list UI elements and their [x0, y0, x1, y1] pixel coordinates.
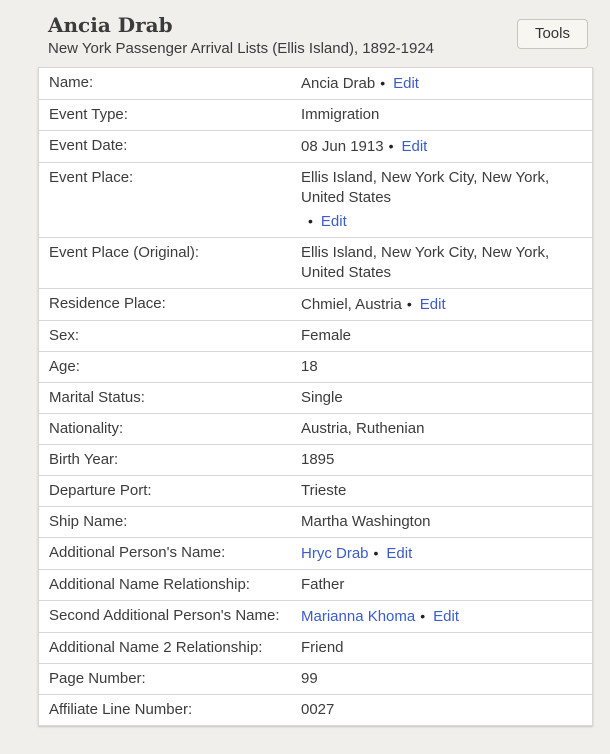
record-row — [39, 237, 592, 288]
field-value-text: Martha Washington — [301, 513, 431, 530]
field-value — [301, 243, 592, 283]
field-value-text: 99 — [301, 670, 318, 687]
field-value-text: Ellis Island, New York City, New York, United States — [301, 244, 550, 281]
field-label: Residence Place: — [49, 295, 166, 312]
field-value — [301, 512, 592, 532]
edit-link[interactable]: Edit — [401, 138, 428, 155]
bullet-separator: • — [406, 296, 412, 312]
field-value-text: 0027 — [301, 701, 335, 718]
field-value — [301, 450, 592, 470]
field-value-text: Austria, Ruthenian — [301, 420, 425, 437]
record-row — [39, 68, 592, 99]
edit-link[interactable]: Edit — [393, 75, 419, 92]
field-value-text: Ellis Island, New York City, New York, United States — [301, 169, 550, 206]
record-row — [39, 632, 592, 663]
field-value — [301, 638, 592, 658]
field-value — [301, 388, 592, 408]
field-value-text: Female — [301, 327, 352, 344]
record-row — [39, 413, 592, 444]
record-row — [39, 569, 592, 600]
record-row — [39, 351, 592, 382]
page-title: Ancia Drab — [48, 13, 173, 37]
field-label: Affiliate Line Number: — [49, 701, 193, 718]
field-value — [301, 575, 592, 595]
field-value — [301, 73, 592, 94]
field-label: Ship Name: — [49, 513, 128, 530]
field-label: Nationality: — [49, 420, 124, 437]
edit-action — [415, 608, 459, 625]
field-label: Additional Name 2 Relationship: — [49, 639, 263, 656]
field-label: Marital Status: — [49, 389, 145, 406]
field-label: Second Additional Person's Name: — [49, 607, 280, 624]
field-label: Additional Person's Name: — [49, 544, 226, 561]
record-row — [39, 162, 592, 237]
edit-link[interactable]: Edit — [320, 213, 347, 230]
field-value — [301, 105, 592, 125]
bullet-separator: • — [388, 138, 394, 154]
field-label: Sex: — [49, 327, 80, 344]
field-value — [301, 606, 592, 627]
field-value — [301, 419, 592, 439]
field-value-text: 08 Jun 1913 — [301, 138, 384, 155]
page-header — [0, 0, 610, 67]
tools-button[interactable]: Tools — [517, 19, 588, 49]
record-row — [39, 99, 592, 130]
record-row — [39, 600, 592, 632]
field-label: Event Place: — [49, 169, 134, 186]
field-label: Additional Name Relationship: — [49, 576, 250, 593]
field-value-text: Immigration — [301, 106, 380, 123]
bullet-separator: • — [420, 608, 426, 624]
record-row — [39, 506, 592, 537]
field-label: Name: — [49, 74, 94, 91]
record-row — [39, 694, 592, 725]
record-row — [39, 382, 592, 413]
edit-link[interactable]: Edit — [419, 296, 446, 313]
field-value — [301, 326, 592, 346]
field-value — [301, 168, 592, 232]
field-label: Event Type: — [49, 106, 128, 123]
edit-action — [369, 545, 413, 562]
field-value — [301, 700, 592, 720]
field-value-text: Trieste — [301, 482, 347, 499]
record-row — [39, 320, 592, 351]
field-value-text: 18 — [301, 358, 318, 375]
bullet-separator: • — [308, 213, 313, 229]
record-row — [39, 444, 592, 475]
edit-action — [384, 138, 428, 155]
field-value — [301, 357, 592, 377]
collection-subtitle: New York Passenger Arrival Lists (Ellis Island), 1892-1924 — [48, 40, 435, 57]
person-link[interactable]: Hryc Drab — [301, 545, 369, 562]
record-row — [39, 537, 592, 569]
record-row — [39, 288, 592, 320]
edit-action — [375, 75, 419, 92]
field-label: Event Date: — [49, 137, 128, 154]
field-value-text: 1895 — [301, 451, 335, 468]
edit-link[interactable]: Edit — [433, 608, 459, 625]
field-value-text: Father — [301, 576, 345, 593]
field-value — [301, 294, 592, 315]
person-link[interactable]: Marianna Khoma — [301, 608, 416, 625]
edit-action — [402, 296, 446, 313]
field-label: Departure Port: — [49, 482, 152, 499]
field-value-text: Ancia Drab — [301, 75, 376, 92]
field-value — [301, 543, 592, 564]
header-text — [48, 12, 434, 58]
edit-action — [301, 211, 582, 232]
field-value — [301, 481, 592, 501]
field-label: Age: — [49, 358, 80, 375]
field-label: Birth Year: — [49, 451, 119, 468]
field-value-text: Chmiel, Austria — [301, 296, 402, 313]
field-value — [301, 669, 592, 689]
field-value — [301, 136, 592, 157]
field-value-text: Single — [301, 389, 343, 406]
field-label: Page Number: — [49, 670, 146, 687]
record-table — [38, 67, 593, 726]
field-value-text: Friend — [301, 639, 344, 656]
bullet-separator: • — [380, 75, 386, 91]
record-row — [39, 475, 592, 506]
field-label: Event Place (Original): — [49, 244, 200, 261]
record-row — [39, 663, 592, 694]
edit-link[interactable]: Edit — [386, 545, 413, 562]
bullet-separator: • — [373, 545, 379, 561]
record-row — [39, 130, 592, 162]
